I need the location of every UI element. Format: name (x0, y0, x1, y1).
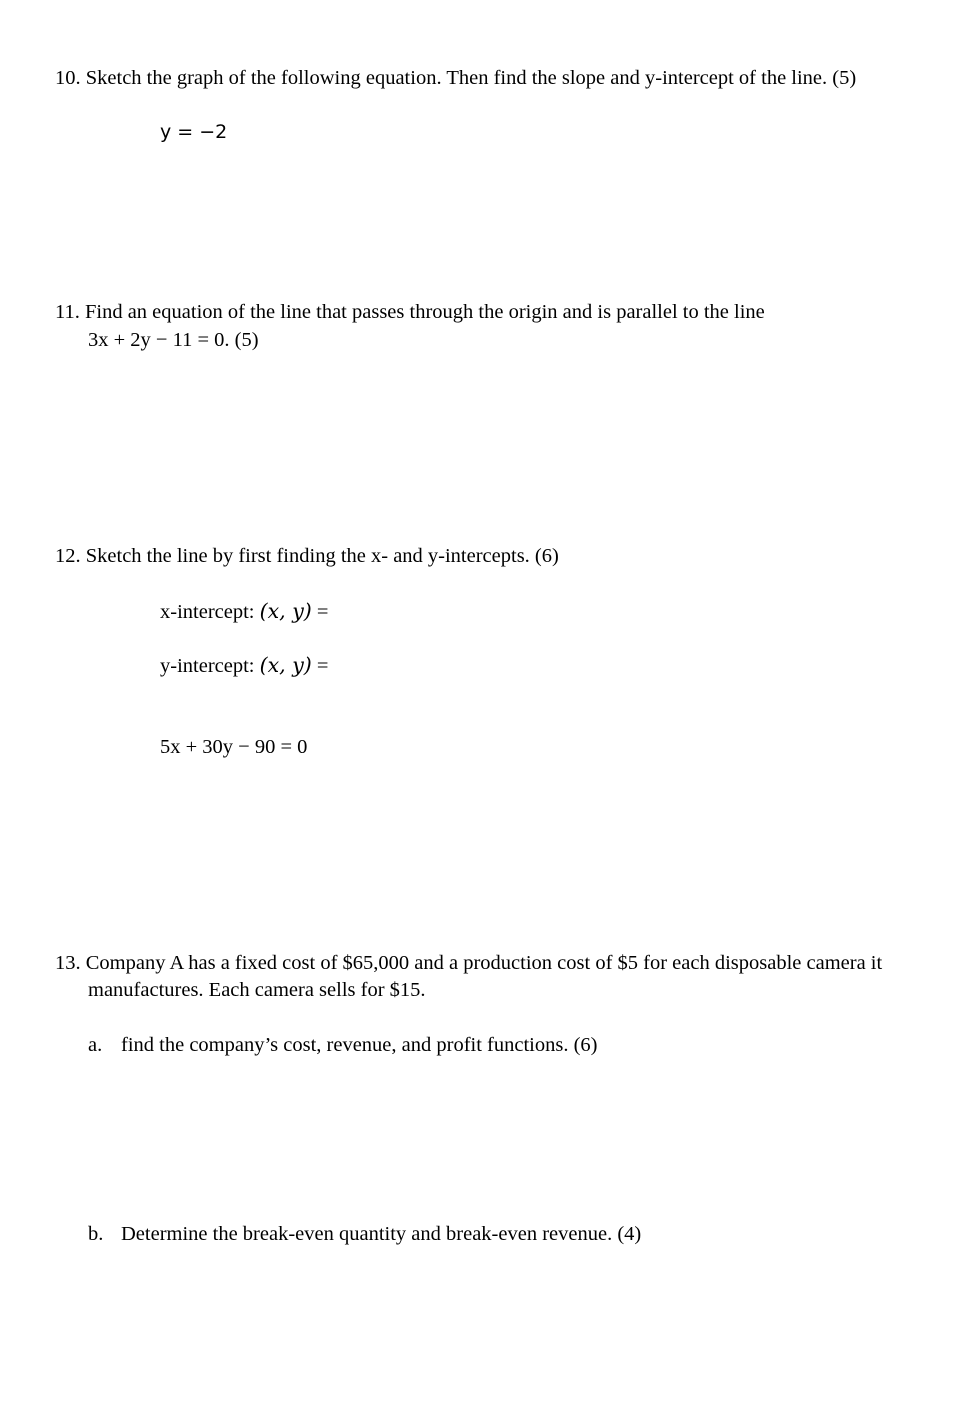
q13-part-b-text: Determine the break-even quantity and break-even revenue. (4) (121, 1223, 642, 1245)
q12-x-intercept-row (160, 601, 328, 623)
q12-y-intercept-row (160, 655, 328, 677)
y-intercept-equals: = (316, 655, 329, 677)
q10-prompt: 10. Sketch the graph of the following equation. Then find the slope and y-intercept of the line. (5) (55, 67, 857, 89)
q13-part-a-text: find the company’s cost, revenue, and profit functions. (6) (121, 1034, 598, 1056)
q13-prompt-line2: manufactures. Each camera sells for $15. (88, 979, 426, 1001)
q11-prompt-line2: 3x + 2y − 11 = 0. (5) (88, 329, 259, 351)
y-intercept-point-notation: (x, y) (259, 653, 312, 677)
q10-equation: y = −2 (160, 121, 228, 143)
q11-prompt-line1: 11. Find an equation of the line that passes through the origin and is parallel to the line (55, 301, 765, 323)
q13-prompt-line1: 13. Company A has a fixed cost of $65,000 and a production cost of $5 for each disposable camera it (55, 952, 883, 974)
q12-prompt: 12. Sketch the line by first finding the x- and y-intercepts. (6) (55, 545, 559, 567)
x-intercept-point-notation: (x, y) (259, 599, 312, 623)
x-intercept-label: x-intercept: (160, 601, 255, 623)
x-intercept-equals: = (316, 601, 329, 623)
q13-part-b-marker: b. (88, 1223, 104, 1245)
y-intercept-label: y-intercept: (160, 655, 255, 677)
q12-equation: 5x + 30y − 90 = 0 (160, 736, 308, 758)
q13-part-a-marker: a. (88, 1034, 103, 1056)
